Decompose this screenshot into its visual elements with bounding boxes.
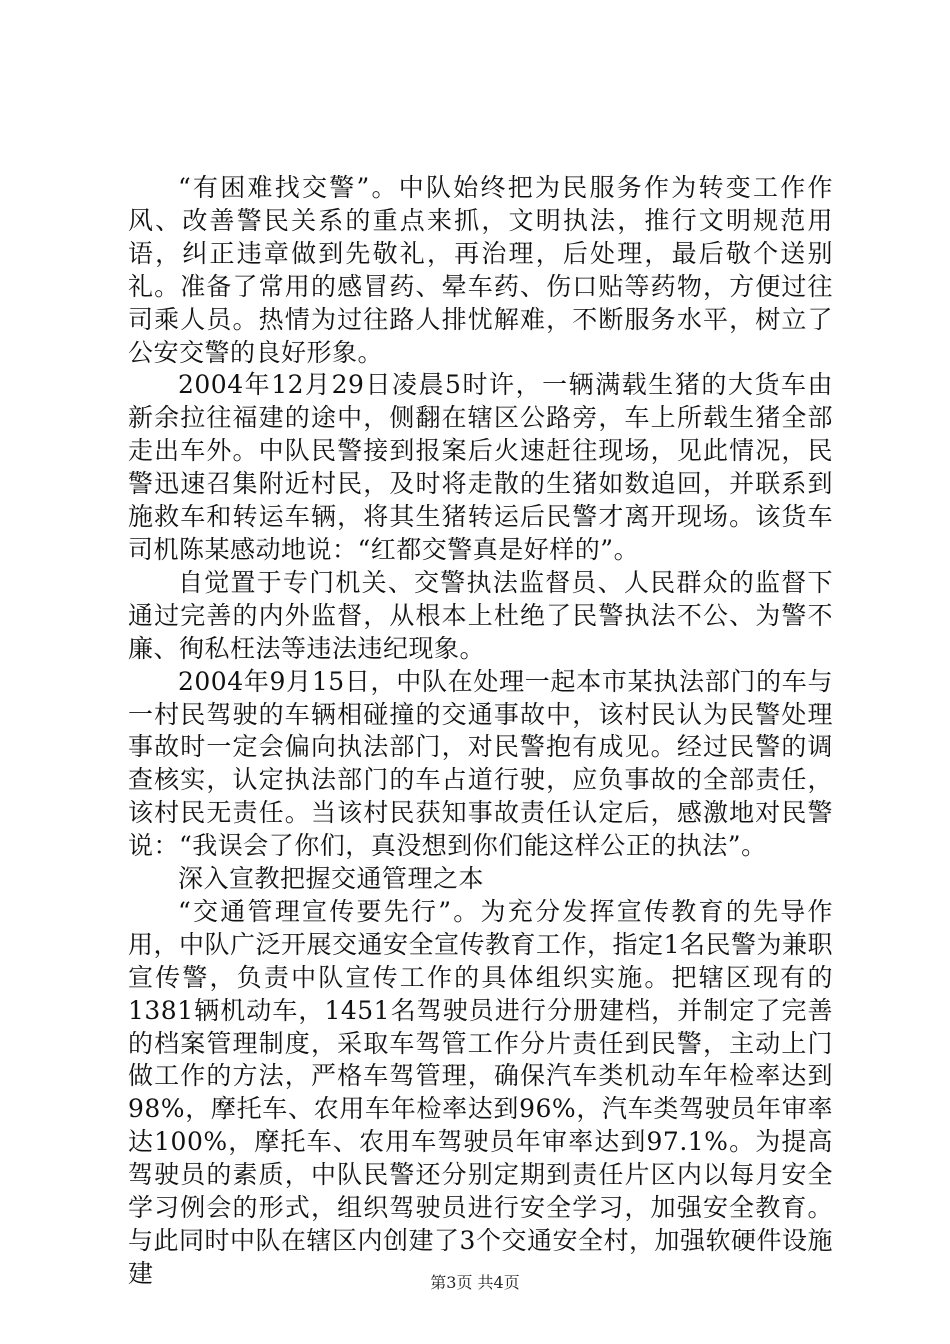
paragraph-help-traffic-police: “有困难找交警”。中队始终把为民服务作为转变工作作风、改善警民关系的重点来抓，文明执法，推行文明规范用语，纠正违章做到先敬礼，再治理，后处理，最后敬个送别礼。准备了常用的感冒药、晕车药、伤口贴等药物，方便过往司乘人员。热情为过往路人排忧解难，不断服务水平，树立了公安交警的良好形象。 [128, 173, 833, 367]
section-heading: 深入宣教把握交通管理之本 [178, 864, 485, 894]
document-body [128, 172, 833, 1291]
paragraph-accident-case: 2004年9月15日，中队在处理一起本市某执法部门的车与一村民驾驶的车辆相碰撞的交通事故中，该村民认为民警处理事故时一定会偏向执法部门，对民警抱有成见。经过民警的调查核实，认定执法部门的车占道行驶，应负事故的全部责任，该村民无责任。当该村民获知事故责任认定后，感激地对民警说：“我误会了你们，真没想到你们能这样公正的执法”。 [128, 666, 833, 861]
paragraph-pig-truck-incident: 2004年12月29日凌晨5时许，一辆满载生猪的大货车由新余拉往福建的途中，侧翻在辖区公路旁，车上所载生猪全部走出车外。中队民警接到报案后火速赶往现场，见此情况，民警迅速召集附近村民，及时将走散的生猪如数追回，并联系到施救车和转运车辆，将其生猪转运后民警才离开现场。该货车司机陈某感动地说：“红都交警真是好样的”。 [128, 370, 833, 564]
page-footer: 第3页 共4页 [430, 1273, 520, 1292]
paragraph-supervision: 自觉置于专门机关、交警执法监督员、人民群众的监督下通过完善的内外监督，从根本上杜绝了民警执法不公、为警不廉、徇私枉法等违法违纪现象。 [128, 567, 833, 663]
paragraph-publicity-education: “交通管理宣传要先行”。为充分发挥宣传教育的先导作用，中队广泛开展交通安全宣传教育工作，指定1名民警为兼职宣传警，负责中队宣传工作的具体组织实施。把辖区现有的1381辆机动车，1451名驾驶员进行分册建档，并制定了完善的档案管理制度，采取车驾管工作分片责任到民警，主动上门做工作的方法，严格车驾管理，确保汽车类机动车年检率达到98%，摩托车、农用车年检率达到96%，汽车类驾驶员年审率达100%，摩托车、农用车驾驶员年审率达到97.1%。为提高驾驶员的素质，中队民警还分别定期到责任片区内以每月安全学习例会的形式，组织驾驶员进行安全学习，加强安全教育。与此同时中队在辖区内创建了3个交通安全村，加强软硬件设施建 [128, 896, 833, 1288]
